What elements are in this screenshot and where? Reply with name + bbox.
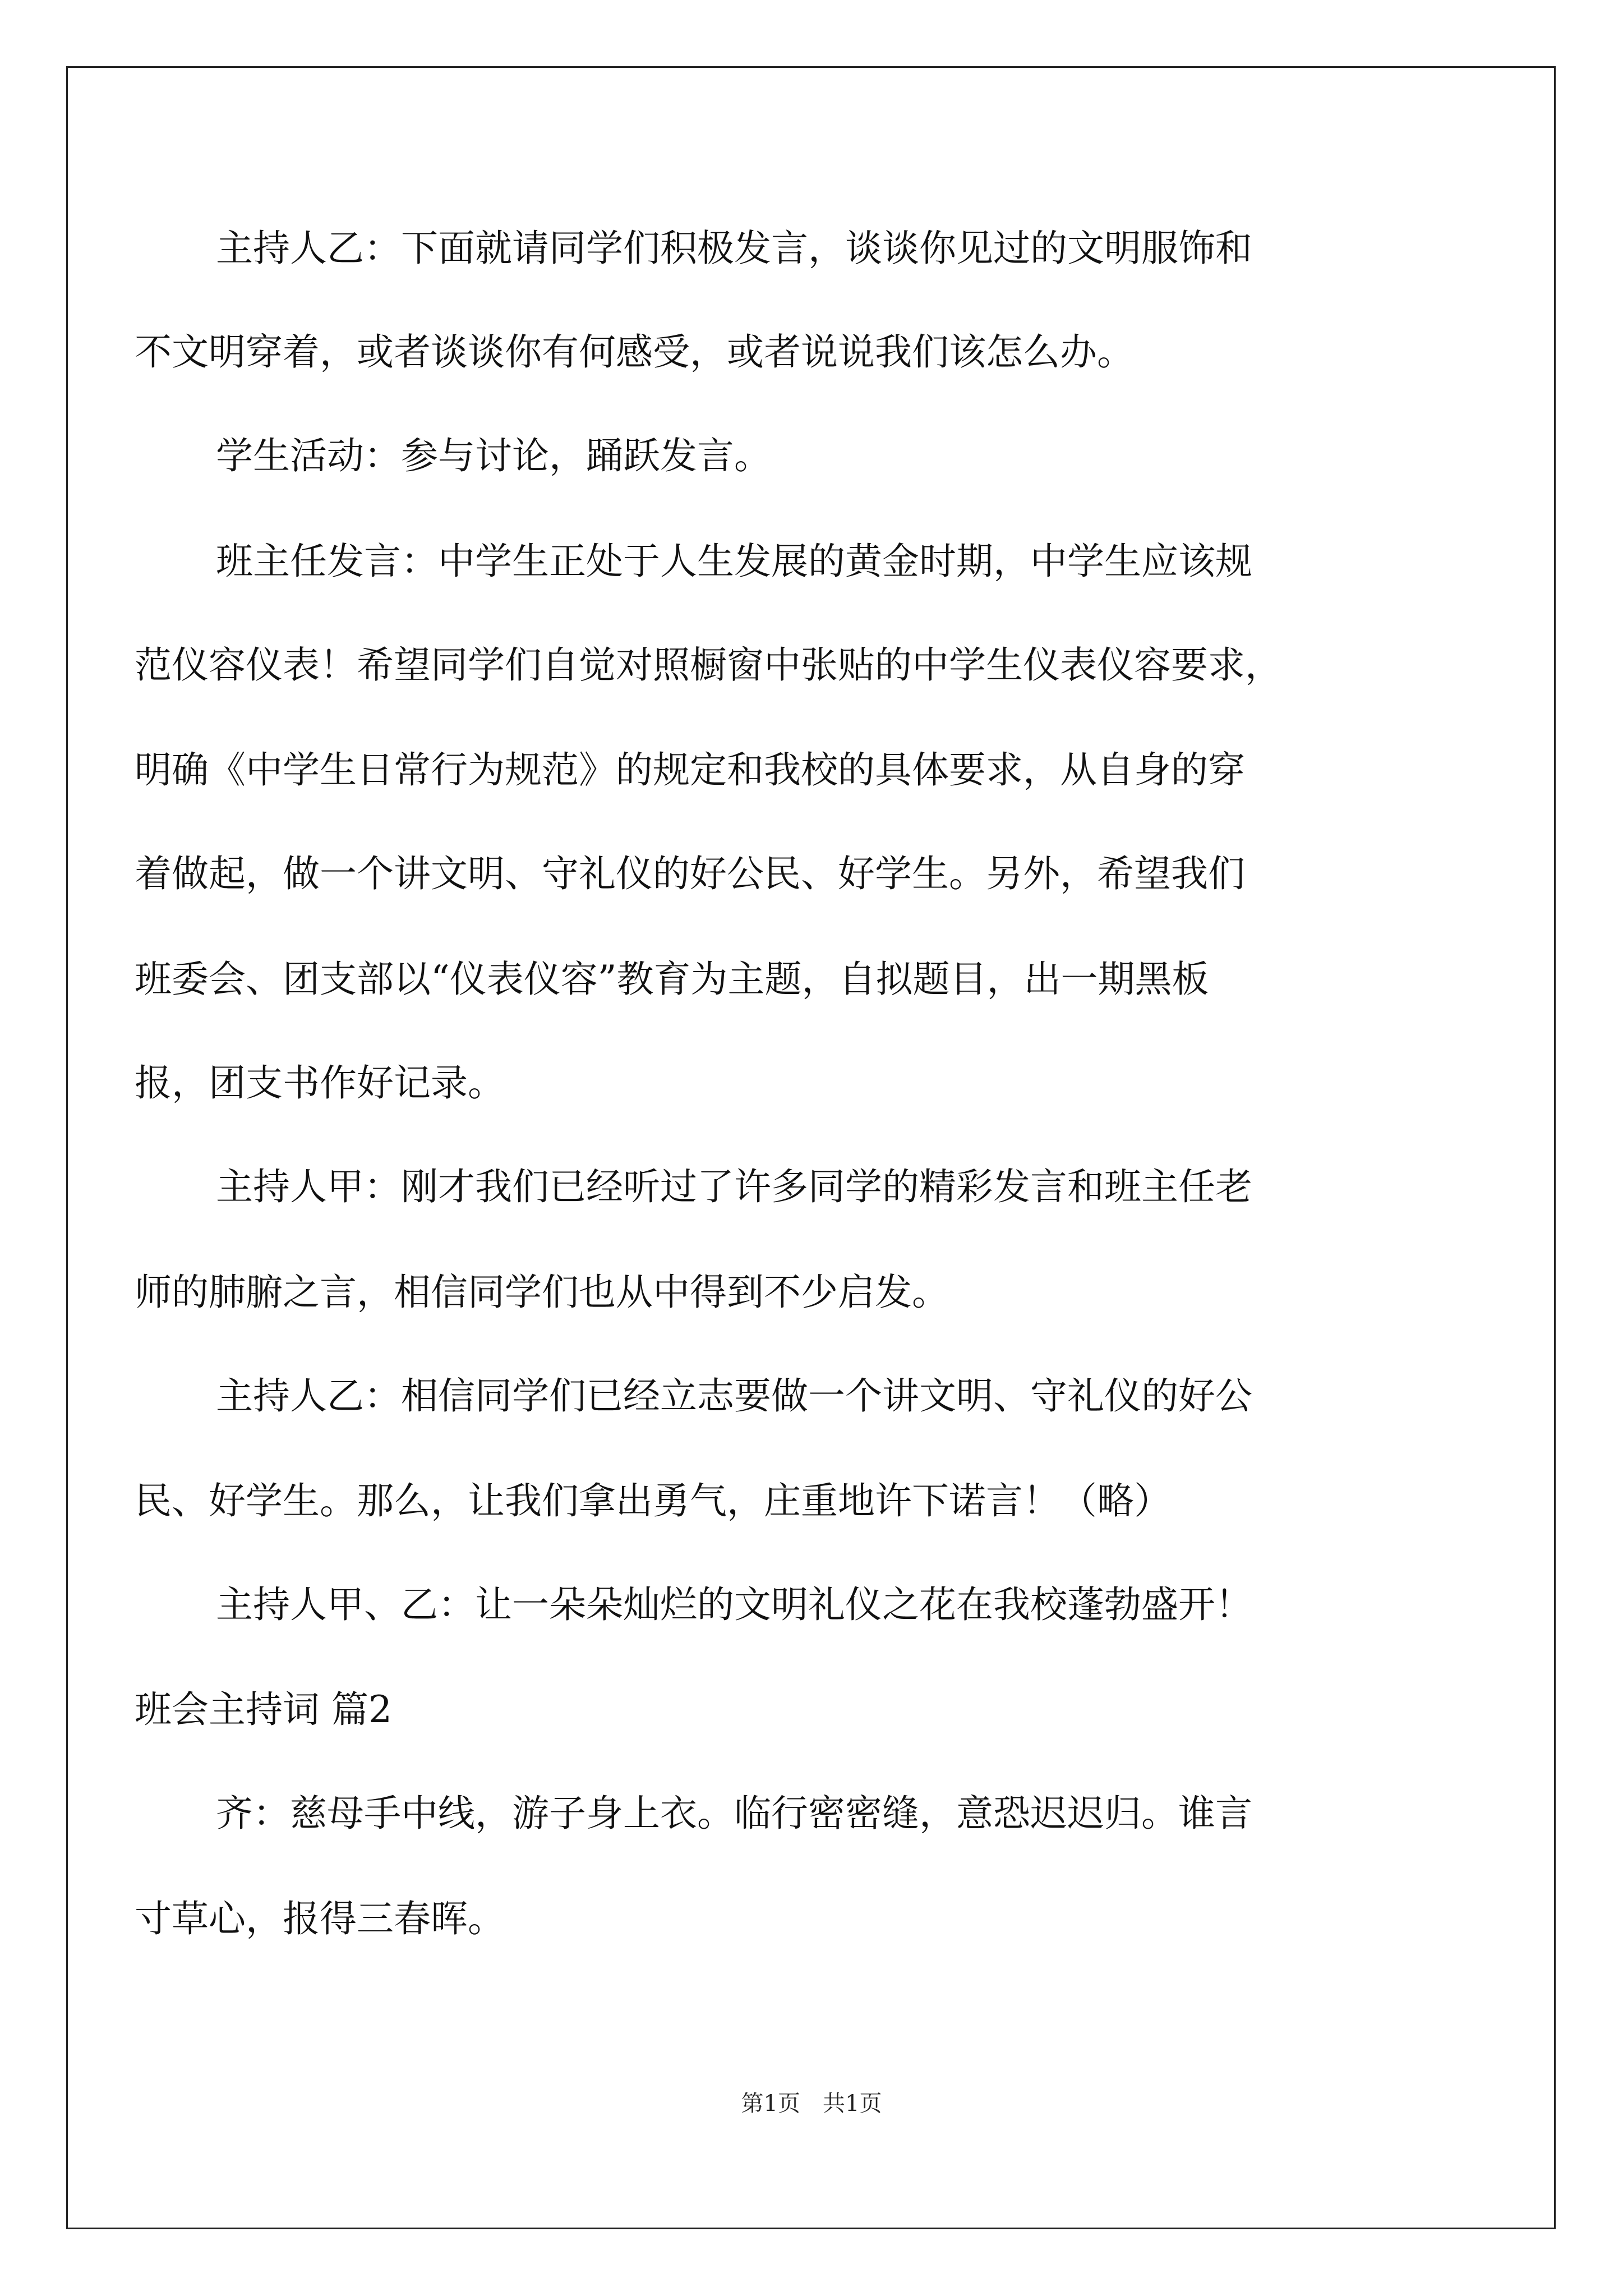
paragraph-line: 明确《中学生日常行为规范》的规定和我校的具体要求，从自身的穿 — [135, 748, 1245, 792]
paragraph-line: 范仪容仪表！希望同学们自觉对照橱窗中张贴的中学生仪表仪容要求， — [135, 643, 1282, 687]
section-heading: 班会主持词 篇2 — [135, 1688, 392, 1731]
paragraph-line: 齐：慈母手中线，游子身上衣。临行密密缝，意恐迟迟归。谁言 — [216, 1792, 1252, 1835]
paragraph-line: 主持人乙：下面就请同学们积极发言，谈谈你见过的文明服饰和 — [216, 227, 1252, 270]
paragraph-line: 不文明穿着，或者谈谈你有何感受，或者说说我们该怎么办。 — [135, 330, 1134, 374]
paragraph-line: 师的肺腑之言，相信同学们也从中得到不少启发。 — [135, 1271, 949, 1314]
page-number: 第1页 共1页 — [741, 2091, 882, 2116]
paragraph-line: 主持人甲、乙：让一朵朵灿烂的文明礼仪之花在我校蓬勃盛开！ — [216, 1583, 1252, 1626]
paragraph-line: 主持人甲：刚才我们已经听过了许多同学的精彩发言和班主任老 — [216, 1165, 1252, 1208]
paragraph-line: 着做起，做一个讲文明、守礼仪的好公民、好学生。另外，希望我们 — [135, 852, 1245, 895]
paragraph-line: 学生活动：参与讨论，踊跃发言。 — [216, 434, 771, 477]
paragraph-line: 班委会、团支部以“仪表仪容”教育为主题，自拟题目，出一期黑板 — [135, 958, 1209, 1001]
paragraph-line: 报，团支书作好记录。 — [135, 1061, 505, 1105]
paragraph-line: 主持人乙：相信同学们已经立志要做一个讲文明、守礼仪的好公 — [216, 1374, 1252, 1418]
paragraph-line: 民、好学生。那么，让我们拿出勇气，庄重地许下诺言！（略） — [135, 1479, 1171, 1522]
paragraph-line: 班主任发言：中学生正处于人生发展的黄金时期，中学生应该规 — [216, 540, 1252, 583]
paragraph-line: 寸草心，报得三春晖。 — [135, 1897, 505, 1940]
